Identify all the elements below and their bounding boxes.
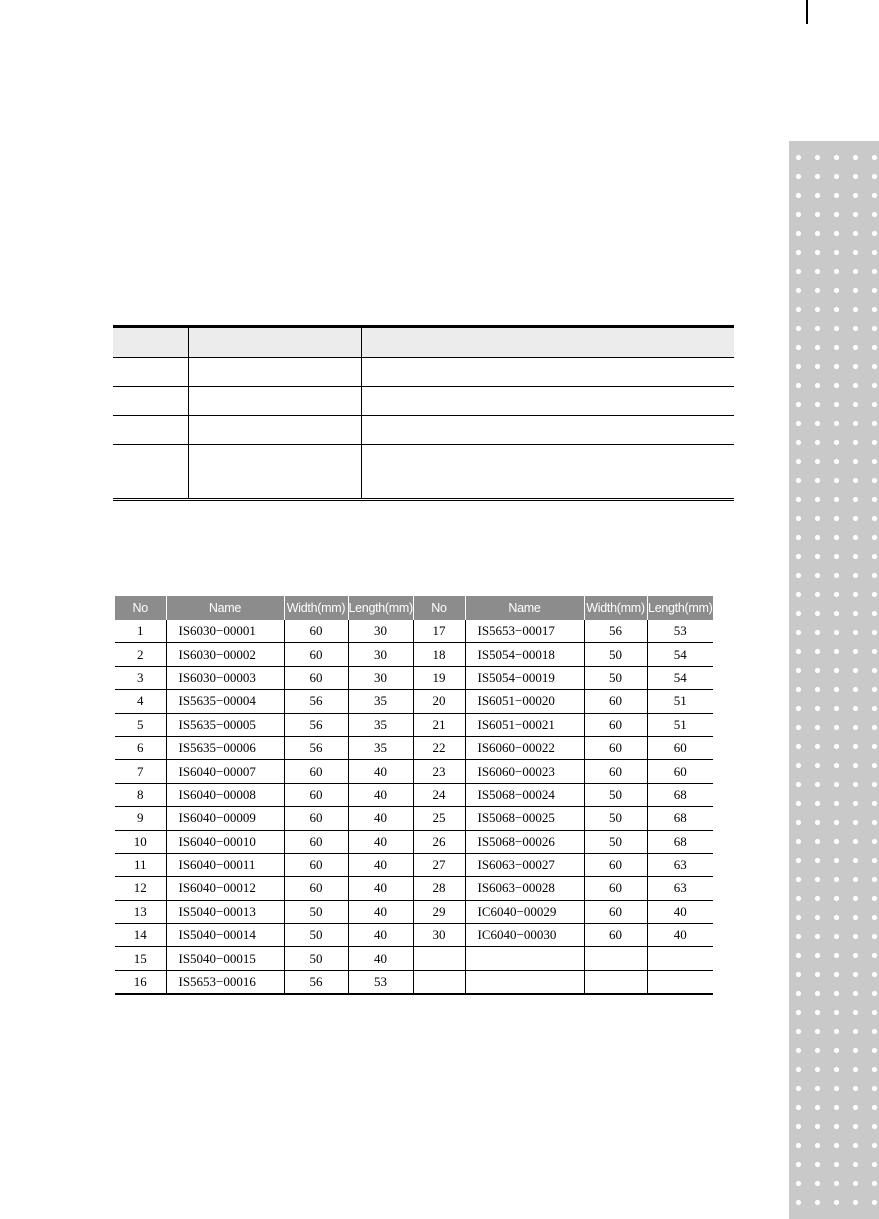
cell-no: 13 <box>115 900 166 923</box>
table-cell <box>361 358 734 387</box>
cell-name: IS5054−00018 <box>465 643 584 666</box>
header-cell <box>113 327 188 358</box>
cell-name: IS6030−00002 <box>166 643 284 666</box>
cell-no: 9 <box>115 807 166 830</box>
cell-width: 60 <box>584 713 647 736</box>
cell-no: 2 <box>115 643 166 666</box>
cell-width: 56 <box>284 690 348 713</box>
cell-name: IS6040−00012 <box>166 877 284 900</box>
cell-no: 4 <box>115 690 166 713</box>
crop-mark <box>806 0 808 24</box>
cell-name: IS5068−00024 <box>465 783 584 806</box>
cell-width: 60 <box>584 760 647 783</box>
cell-length: 40 <box>348 924 413 947</box>
cell-name <box>465 970 584 994</box>
table-row <box>115 760 713 783</box>
cell-width: 60 <box>284 760 348 783</box>
cell-no: 16 <box>115 970 166 994</box>
cell-length: 40 <box>647 900 713 923</box>
table-cell <box>361 445 734 500</box>
cell-width: 50 <box>584 666 647 689</box>
cell-name <box>465 947 584 970</box>
cell-no: 20 <box>413 690 465 713</box>
cell-width: 50 <box>584 643 647 666</box>
cell-no: 28 <box>413 877 465 900</box>
empty-table-header <box>113 327 734 358</box>
cell-length: 40 <box>348 853 413 876</box>
cell-width: 60 <box>284 783 348 806</box>
table-cell <box>188 358 361 387</box>
cell-no: 30 <box>413 924 465 947</box>
cell-width: 56 <box>584 620 647 643</box>
cell-length: 54 <box>647 643 713 666</box>
cell-width: 50 <box>284 924 348 947</box>
cell-length: 40 <box>348 900 413 923</box>
cell-no: 8 <box>115 783 166 806</box>
table-cell <box>361 387 734 416</box>
cell-width: 60 <box>584 853 647 876</box>
cell-width: 60 <box>284 877 348 900</box>
cell-name: IS5040−00014 <box>166 924 284 947</box>
cell-name: IS5653−00017 <box>465 620 584 643</box>
cell-length: 40 <box>647 924 713 947</box>
cell-width: 60 <box>284 807 348 830</box>
table-row <box>115 970 713 994</box>
cell-no: 23 <box>413 760 465 783</box>
cell-name: IS5040−00015 <box>166 947 284 970</box>
cell-name: IS6051−00020 <box>465 690 584 713</box>
cell-width: 60 <box>284 666 348 689</box>
cell-no: 27 <box>413 853 465 876</box>
cell-length: 35 <box>348 736 413 759</box>
cell-no: 6 <box>115 736 166 759</box>
header-length: Length(mm) <box>647 596 713 620</box>
cell-length: 30 <box>348 643 413 666</box>
cell-name: IS6040−00010 <box>166 830 284 853</box>
cell-length: 53 <box>348 970 413 994</box>
cell-length: 68 <box>647 783 713 806</box>
cell-no: 29 <box>413 900 465 923</box>
cell-name: IS6030−00003 <box>166 666 284 689</box>
cell-name: IS6051−00021 <box>465 713 584 736</box>
cell-width: 60 <box>284 620 348 643</box>
table-row <box>115 877 713 900</box>
cell-length: 60 <box>647 760 713 783</box>
empty-table <box>113 325 734 501</box>
table-cell <box>188 445 361 500</box>
header-width: Width(mm) <box>584 596 647 620</box>
table-row <box>113 358 734 387</box>
table-cell <box>113 416 188 445</box>
cell-name: IS5635−00004 <box>166 690 284 713</box>
table-row <box>115 690 713 713</box>
table-cell <box>188 416 361 445</box>
cell-name: IS5040−00013 <box>166 900 284 923</box>
cell-name: IS6063−00027 <box>465 853 584 876</box>
cell-no: 21 <box>413 713 465 736</box>
header-length: Length(mm) <box>348 596 413 620</box>
cell-name: IS6060−00022 <box>465 736 584 759</box>
dotted-side-tab <box>789 141 879 1219</box>
table-row <box>115 947 713 970</box>
cell-length: 35 <box>348 690 413 713</box>
label-table-header <box>115 596 713 620</box>
cell-width: 60 <box>584 924 647 947</box>
table-cell <box>188 387 361 416</box>
cell-name: IS5635−00005 <box>166 713 284 736</box>
cell-no: 14 <box>115 924 166 947</box>
table-row <box>115 924 713 947</box>
cell-width: 50 <box>284 900 348 923</box>
cell-width: 56 <box>284 736 348 759</box>
table-row <box>113 445 734 500</box>
cell-length: 40 <box>348 830 413 853</box>
cell-no: 1 <box>115 620 166 643</box>
cell-width: 56 <box>284 713 348 736</box>
cell-no <box>413 970 465 994</box>
cell-width: 50 <box>584 783 647 806</box>
cell-name: IS6040−00007 <box>166 760 284 783</box>
cell-width: 60 <box>584 736 647 759</box>
table-row <box>113 387 734 416</box>
cell-length: 63 <box>647 853 713 876</box>
cell-no: 25 <box>413 807 465 830</box>
cell-width: 60 <box>584 877 647 900</box>
cell-length: 60 <box>647 736 713 759</box>
cell-name: IS6030−00001 <box>166 620 284 643</box>
cell-width: 56 <box>284 970 348 994</box>
table-cell <box>361 416 734 445</box>
cell-no: 5 <box>115 713 166 736</box>
cell-no: 15 <box>115 947 166 970</box>
cell-name: IS6040−00008 <box>166 783 284 806</box>
cell-no: 3 <box>115 666 166 689</box>
header-name: Name <box>166 596 284 620</box>
header-no: No <box>413 596 465 620</box>
cell-length: 63 <box>647 877 713 900</box>
cell-no: 10 <box>115 830 166 853</box>
cell-length: 40 <box>348 807 413 830</box>
cell-no: 7 <box>115 760 166 783</box>
cell-length: 30 <box>348 666 413 689</box>
cell-width: 50 <box>284 947 348 970</box>
cell-no: 19 <box>413 666 465 689</box>
table-row <box>115 736 713 759</box>
header-cell <box>188 327 361 358</box>
cell-name: IC6040−00030 <box>465 924 584 947</box>
table-row <box>115 666 713 689</box>
cell-length: 40 <box>348 947 413 970</box>
cell-length: 40 <box>348 760 413 783</box>
cell-no: 24 <box>413 783 465 806</box>
cell-name: IS6063−00028 <box>465 877 584 900</box>
cell-length: 40 <box>348 877 413 900</box>
cell-no: 17 <box>413 620 465 643</box>
cell-length: 53 <box>647 620 713 643</box>
cell-length: 54 <box>647 666 713 689</box>
cell-no: 26 <box>413 830 465 853</box>
header-width: Width(mm) <box>284 596 348 620</box>
cell-name: IS5635−00006 <box>166 736 284 759</box>
table-cell <box>113 358 188 387</box>
cell-no: 22 <box>413 736 465 759</box>
cell-name: IC6040−00029 <box>465 900 584 923</box>
cell-name: IS5653−00016 <box>166 970 284 994</box>
table-row <box>115 807 713 830</box>
header-cell <box>361 327 734 358</box>
cell-width: 50 <box>584 830 647 853</box>
cell-length: 35 <box>348 713 413 736</box>
table-row <box>115 713 713 736</box>
table-row <box>115 830 713 853</box>
header-name: Name <box>465 596 584 620</box>
cell-no: 18 <box>413 643 465 666</box>
table-row <box>113 416 734 445</box>
cell-name: IS5068−00026 <box>465 830 584 853</box>
cell-width: 60 <box>584 900 647 923</box>
table-cell <box>113 445 188 500</box>
cell-name: IS6060−00023 <box>465 760 584 783</box>
cell-length: 40 <box>348 783 413 806</box>
cell-width <box>584 947 647 970</box>
cell-no: 12 <box>115 877 166 900</box>
table-row <box>115 783 713 806</box>
header-no: No <box>115 596 166 620</box>
table-row <box>115 853 713 876</box>
cell-no <box>413 947 465 970</box>
cell-width <box>584 970 647 994</box>
table-row <box>115 620 713 643</box>
table-row <box>115 643 713 666</box>
cell-length: 68 <box>647 807 713 830</box>
cell-name: IS6040−00009 <box>166 807 284 830</box>
cell-width: 60 <box>284 643 348 666</box>
cell-width: 60 <box>284 830 348 853</box>
cell-length <box>647 970 713 994</box>
label-size-table <box>115 596 713 995</box>
cell-width: 60 <box>284 853 348 876</box>
cell-length: 51 <box>647 713 713 736</box>
cell-length <box>647 947 713 970</box>
cell-name: IS5068−00025 <box>465 807 584 830</box>
cell-length: 30 <box>348 620 413 643</box>
cell-length: 68 <box>647 830 713 853</box>
cell-name: IS6040−00011 <box>166 853 284 876</box>
cell-length: 51 <box>647 690 713 713</box>
table-cell <box>113 387 188 416</box>
cell-width: 50 <box>584 807 647 830</box>
cell-width: 60 <box>584 690 647 713</box>
table-row <box>115 900 713 923</box>
cell-no: 11 <box>115 853 166 876</box>
cell-name: IS5054−00019 <box>465 666 584 689</box>
